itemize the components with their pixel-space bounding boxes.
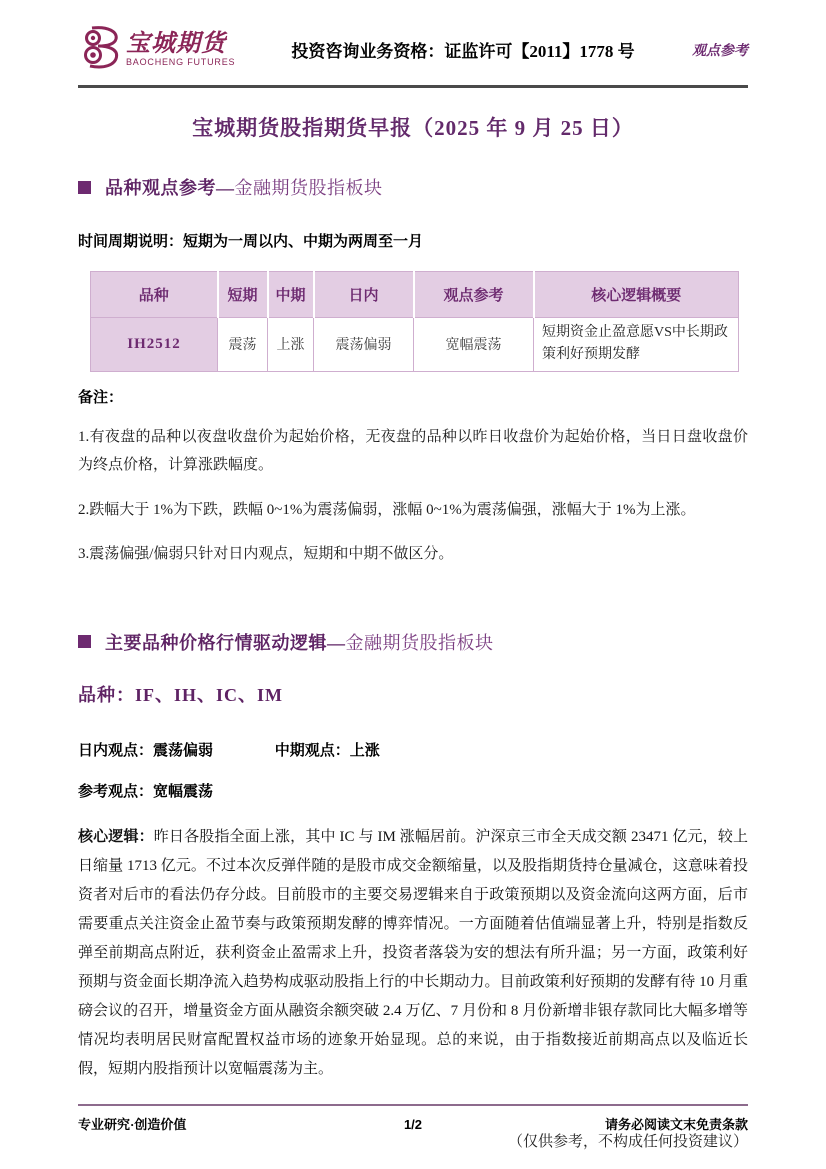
table-header-row (91, 272, 739, 318)
section2-heading-strong: 主要品种价格行情驱动逻辑— (105, 632, 346, 653)
col-header-view: 观点参考 (414, 272, 534, 318)
period-note: 时间周期说明：短期为一周以内、中期为两周至一月 (78, 234, 424, 250)
page-number: 1/2 (403, 1117, 423, 1132)
mid-term-view: 中期观点：上涨 (274, 742, 380, 759)
cell-short-term: 震荡 (218, 318, 268, 372)
remark-item-2: 2.跌幅大于 1%为下跌，跌幅 0~1%为震荡偏弱，涨幅 0~1%为震荡偏强，涨幅大于 1%为上涨。 (78, 501, 696, 518)
view-table (90, 271, 739, 372)
section1-heading-light: 金融期货股指板块 (234, 178, 383, 198)
inline-disclaimer: （仅供参考，不构成任何投资建议） (507, 1133, 748, 1150)
variety-line: 品种：IF、IH、IC、IM (78, 684, 284, 705)
col-header-core-logic: 核心逻辑概要 (534, 272, 739, 318)
section1-heading (78, 174, 748, 200)
section1-heading-strong: 品种观点参考— (105, 178, 235, 198)
core-logic-paragraph (78, 823, 748, 1084)
section2-heading-light: 金融期货股指板块 (345, 632, 494, 653)
core-logic-label: 核心逻辑： (78, 828, 154, 845)
cell-view: 宽幅震荡 (414, 318, 534, 372)
col-header-intraday: 日内 (314, 272, 414, 318)
col-header-variety: 品种 (91, 272, 218, 318)
footer-disclaimer-note: 请务必阅读文末免责条款 (604, 1117, 748, 1132)
report-type-tag: 观点参考 (692, 43, 748, 59)
reference-view: 参考观点：宽幅震荡 (78, 783, 214, 800)
section2-heading (78, 629, 748, 655)
brand-logo-text (126, 32, 235, 67)
report-header (78, 24, 748, 88)
cell-core-logic: 短期资金止盈意愿VS中长期政策利好预期发酵 (534, 318, 739, 372)
remarks-label: 备注： (78, 389, 124, 406)
views-line (78, 739, 748, 760)
footer-slogan: 专业研究·创造价值 (78, 1117, 187, 1132)
table-row (91, 318, 739, 372)
brand-logo-icon (78, 24, 122, 75)
intraday-view: 日内观点：震荡偏弱 (78, 742, 214, 759)
square-bullet-icon (78, 635, 91, 648)
brand-logo (78, 24, 268, 75)
square-bullet-icon (78, 181, 91, 194)
brand-name-en: BAOCHENG FUTURES (126, 57, 236, 67)
remark-item-1: 1.有夜盘的品种以夜盘收盘价为起始价格，无夜盘的品种以昨日收盘价为起始价格，当日日盘收盘价为终点价格，计算涨跌幅度。 (78, 428, 748, 474)
remark-item-3: 3.震荡偏强/偏弱只针对日内观点，短期和中期不做区分。 (78, 546, 454, 563)
cell-mid-term: 上涨 (268, 318, 314, 372)
report-footer (78, 1104, 748, 1133)
qualification-text: 投资咨询业务资格：证监许可【2011】1778 号 (291, 42, 635, 61)
brand-name-cn: 宝城期货 (126, 31, 226, 57)
core-logic-text: 昨日各股指全面上涨，其中 IC 与 IM 涨幅居前。沪深京三市全天成交额 23471 亿元，较上日缩量 1713 亿元。不过本次反弹伴随的是股市成交金额缩量，以及股指期货持仓量减仓，这意味着投资者对后市的看法仍存分歧。目前股市的主要交易逻辑来自于政策预期以及资金流向这两方面，后市需要重点关注资金止盈节奏与政策预期发酵的博弈情况。一方面随着估值端显著上升，特别是指数反弹至前期高点附近，获利资金止盈需求上升，投资者落袋为安的想法有所升温；另一方面，政策利好预期与资金面长期净流入趋势构成驱动股指上行的中长期动力。目前政策利好预期的发酵有待 10 月重磅会议的召开，增量资金方面从融资余额突破 2.4 万亿、7 月份和 8 月份新增非银存款同比大幅多增等情况均表明居民财富配置权益市场的迹象开始显现。总的来说，由于指数接近前期高点以及临近长假，短期内股指预计以宽幅震荡为主。 (78, 828, 748, 1077)
col-header-mid-term: 中期 (268, 272, 314, 318)
col-header-short-term: 短期 (218, 272, 268, 318)
cell-intraday: 震荡偏弱 (314, 318, 414, 372)
report-title: 宝城期货股指期货早报（2025 年 9 月 25 日） (192, 116, 634, 140)
cell-variety: IH2512 (91, 318, 218, 372)
